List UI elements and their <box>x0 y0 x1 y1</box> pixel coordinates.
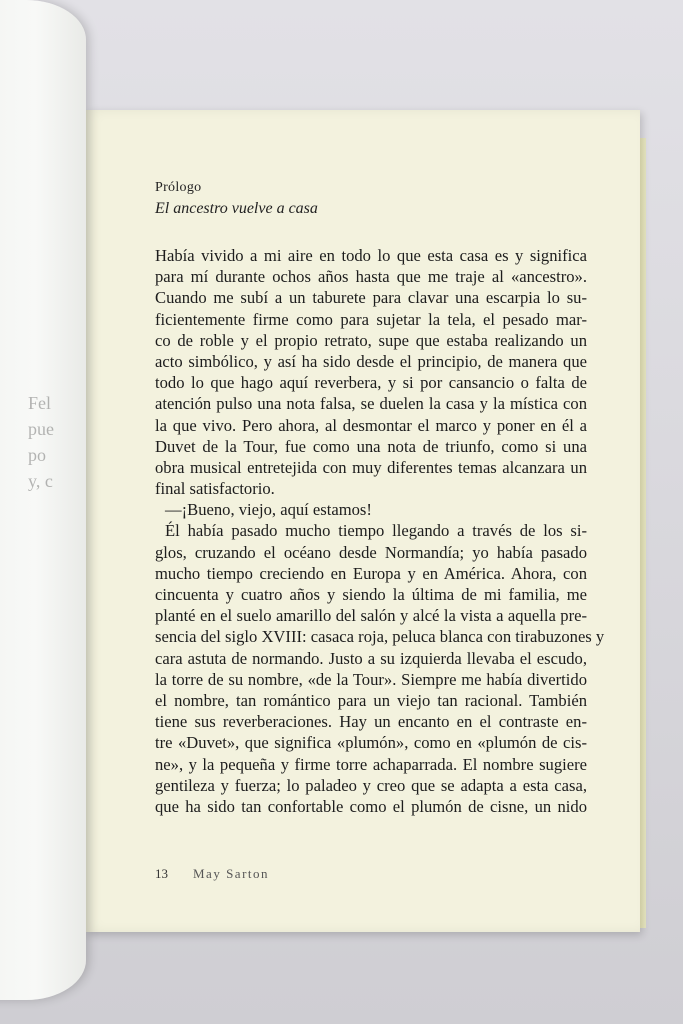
chapter-heading <box>155 180 318 222</box>
text-line: el nombre, tan romántico para un viejo tan racional. También <box>155 690 587 710</box>
text-line: Había vivido a mi aire en todo lo que esta casa es y significa <box>155 246 587 265</box>
bleed-fragment: pue <box>28 419 54 439</box>
text-line: final satisfactorio. <box>155 479 275 499</box>
left-page-curl <box>0 0 86 1000</box>
text-line: la torre de su nombre, «de la Tour». Siempre me había divertido <box>155 669 587 689</box>
page-footer <box>155 866 269 882</box>
left-page-bleed-text <box>28 390 54 494</box>
text-line: ficientemente firme como para sujetar la tela, el pesado mar- <box>155 309 587 329</box>
chapter-subtitle: El ancestro vuelve a casa <box>155 200 318 217</box>
text-line: mucho tiempo creciendo en Europa y en América. Ahora, con <box>155 563 587 583</box>
text-line: ne», y la pequeña y firme torre achaparrada. El nombre sugiere <box>155 754 587 774</box>
dialogue-line: —¡Bueno, viejo, aquí estamos! <box>165 500 372 520</box>
text-line: atención pulso una nota falsa, se duelen la casa y la mística con <box>155 394 587 414</box>
running-author: May Sarton <box>193 866 270 881</box>
body-text <box>155 245 605 817</box>
text-line: todo lo que hago aquí reverbera, y si por cansancio o falta de <box>155 373 587 393</box>
text-line: sencia del siglo XVIII: casaca roja, peluca blanca con tirabuzones y <box>155 627 605 647</box>
section-title: Prólogo <box>155 180 202 195</box>
text-line: que ha sido tan confortable como el plumón de cisne, un nido <box>155 796 587 816</box>
bleed-fragment: y, c <box>28 471 53 491</box>
page-number: 13 <box>155 866 168 881</box>
text-line: tre «Duvet», que significa «plumón», como en «plumón de cis- <box>155 733 587 753</box>
text-line: obra musical entretejida con muy diferentes temas alcanzara un <box>155 457 587 477</box>
text-line: cincuenta y cuatro años y siendo la última de mi familia, me <box>155 585 587 604</box>
text-line: la que vivo. Pero ahora, al desmontar el marco y poner en él a <box>155 415 587 435</box>
text-line: planté en el suelo amarillo del salón y alcé la vista a aquella pre- <box>155 606 587 626</box>
text-line: co de roble y el propio retrato, supe que estaba realizando un <box>155 330 587 350</box>
text-line: Cuando me subí a un taburete para clavar una escarpia lo su- <box>155 288 587 308</box>
bleed-fragment: Fel <box>28 393 52 413</box>
text-line: glos, cruzando el océano desde Normandía; yo había pasado <box>155 542 587 562</box>
text-line: para mí durante ochos años hasta que me traje al «ancestro». <box>155 267 587 287</box>
text-line: gentileza y fuerza; lo paladeo y creo que se adapta a esta casa, <box>155 775 587 795</box>
text-line: Él había pasado mucho tiempo llegando a través de los si- <box>165 521 587 541</box>
text-line: cara astuta de normando. Justo a su izquierda llevaba el escudo, <box>155 648 587 668</box>
text-line: tiene sus reverberaciones. Hay un encanto en el contraste en- <box>155 712 587 732</box>
bleed-fragment: po <box>28 445 46 465</box>
text-line: Duvet de la Tour, fue como una nota de triunfo, como si una <box>155 436 587 456</box>
text-line: acto simbólico, y así ha sido desde el principio, de manera que <box>155 351 587 371</box>
